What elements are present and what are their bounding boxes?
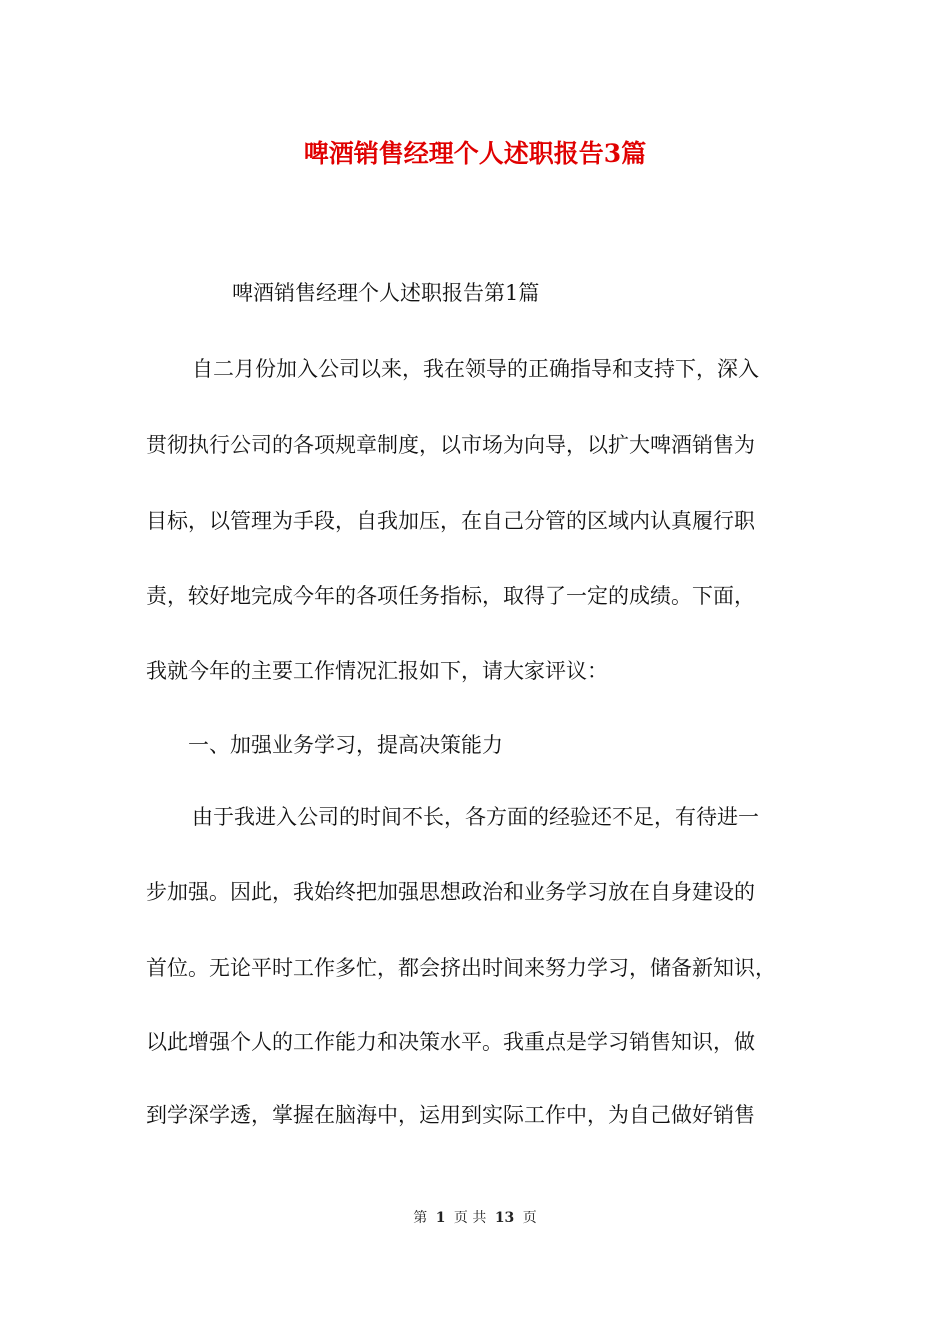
section-subtitle: 啤酒销售经理个人述职报告第1篇 [232, 281, 540, 305]
document-title: 啤酒销售经理个人述职报告3篇 [303, 139, 647, 168]
body-line: 目标，以管理为手段，自我加压，在自己分管的区域内认真履行职 [146, 509, 755, 533]
body-line: 以此增强个人的工作能力和决策水平。我重点是学习销售知识，做 [146, 1030, 755, 1054]
page-label-suffix: 页 [522, 1210, 537, 1226]
current-page-number: 1 [435, 1210, 446, 1226]
total-pages-number: 13 [494, 1210, 515, 1226]
body-line: 步加强。因此，我始终把加强思想政治和业务学习放在自身建设的 [146, 880, 755, 904]
body-line: 由于我进入公司的时间不长，各方面的经验还不足，有待进一 [192, 805, 759, 829]
body-line: 到学深学透，掌握在脑海中，运用到实际工作中，为自己做好销售 [146, 1103, 755, 1127]
body-line: 首位。无论平时工作多忙，都会挤出时间来努力学习，储备新知识， [146, 956, 776, 980]
body-line: 自二月份加入公司以来，我在领导的正确指导和支持下，深入 [192, 357, 759, 381]
page-footer [0, 1208, 950, 1228]
body-line: 责，较好地完成今年的各项任务指标，取得了一定的成绩。下面， [146, 584, 755, 608]
body-line: 贯彻执行公司的各项规章制度，以市场为向导，以扩大啤酒销售为 [146, 433, 755, 457]
page-label-mid: 页 共 [453, 1210, 487, 1226]
page-label-prefix: 第 [413, 1210, 428, 1226]
body-line: 我就今年的主要工作情况汇报如下，请大家评议： [146, 659, 608, 683]
section-heading: 一、加强业务学习，提高决策能力 [188, 733, 503, 757]
